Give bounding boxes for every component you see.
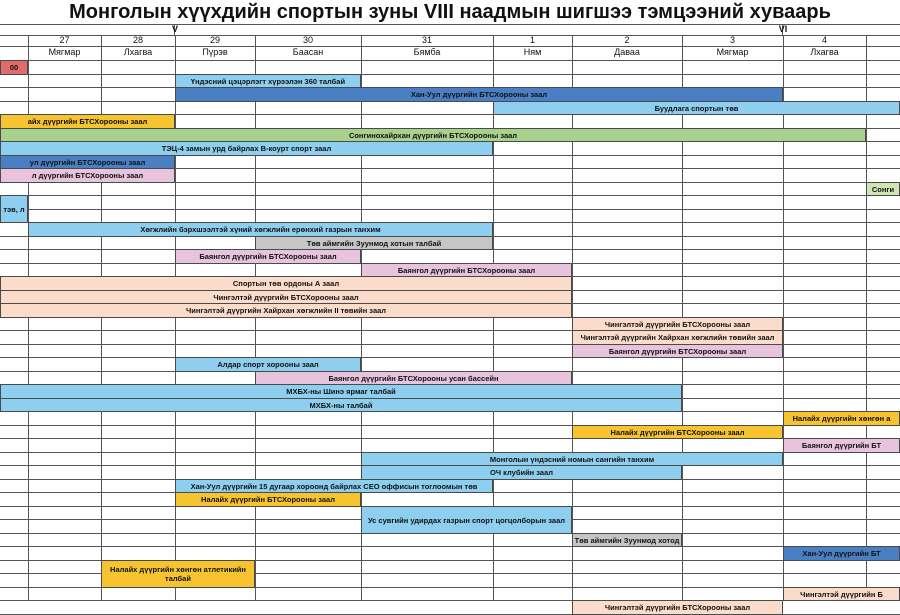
grid-line-row [0, 60, 900, 61]
schedule-bar[interactable]: Баянгол дүүргийн БТСХорооны заал [361, 263, 572, 277]
schedule-bar[interactable]: л дүүргийн БТСХорооны заал [0, 168, 175, 183]
day-number: 27 [59, 35, 70, 45]
schedule-bar[interactable]: Төв аймгийн Зуунмод хотын талбай [255, 236, 493, 250]
grid-line-row [0, 74, 900, 75]
day-number: 28 [132, 35, 143, 45]
schedule-bar[interactable]: Үндэсний цэцэрлэгт хүрээлэн 360 талбай [175, 74, 361, 88]
day-number: 31 [421, 35, 432, 45]
schedule-bar[interactable]: МХБХ-ны талбай [0, 398, 682, 412]
schedule-bar[interactable]: Спортын төв ордоны А заал [0, 276, 572, 291]
schedule-bar[interactable]: Баянгол дүүргийн БТ [783, 438, 900, 453]
schedule-bar[interactable]: Баянгол дүүргийн БТСХорооны заал [572, 344, 783, 358]
grid-line-row [0, 195, 900, 196]
day-name: Мягмар [48, 47, 81, 57]
grid-line-top [0, 24, 900, 25]
schedule-bar[interactable]: Чингэлтэй дүүргийн Б [783, 587, 900, 601]
schedule-bar[interactable]: Чингэлтэй дүүргийн Хайрхан хөгжлийн төвийн заал [572, 330, 783, 345]
schedule-bar[interactable]: Чингэлтэй дүүргийн БТСХорооны заал [572, 317, 783, 331]
schedule-bar[interactable]: ТЭЦ-4 замын урд байрлах В-коурт спорт заал [0, 141, 493, 156]
day-name: Пүрэв [202, 47, 228, 57]
grid-line-row [0, 209, 900, 210]
schedule-bar[interactable]: Баянгол дүүргийн БТСХорооны усан бассейн [255, 371, 572, 385]
day-number: 1 [529, 35, 535, 45]
day-number: 30 [302, 35, 313, 45]
day-number: 2 [624, 35, 630, 45]
schedule-bar[interactable]: Ус сувгийн удирдах газрын спорт цогцолборын заал [361, 506, 572, 534]
day-number: 3 [729, 35, 735, 45]
schedule-bar[interactable]: Алдар спорт хорооны заал [175, 357, 361, 372]
schedule-bar[interactable]: Налайх дүүргийн БТСХорооны заал [572, 425, 783, 439]
day-name: Лхагва [810, 47, 839, 57]
schedule-bar[interactable]: тэв, л [0, 195, 28, 223]
day-name: Бямба [413, 47, 441, 57]
schedule-bar[interactable]: Налайх дүүргийн БТСХорооны заал [175, 492, 361, 507]
day-name: Баасан [292, 47, 324, 57]
day-name: Мягмар [716, 47, 749, 57]
schedule-bar[interactable]: Баянгол дүүргийн БТСХорооны заал [175, 249, 361, 264]
schedule-bar[interactable]: ОЧ клубийн заал [361, 465, 682, 480]
page-title: Монголын хүүхдийн спортын зуны VIII наадмын шигшээ тэмцээний хуваарь [69, 1, 831, 23]
grid-line-row [0, 546, 900, 547]
schedule-bar[interactable]: Чингэлтэй дүүргийн Хайрхан хөгжлийн II төвийн заал [0, 303, 572, 318]
day-name: Лхагва [123, 47, 153, 57]
day-number: 4 [821, 35, 827, 45]
day-name: Ням [523, 47, 542, 57]
schedule-bar[interactable]: ул дүүргийн БТСХорооны заал [0, 155, 175, 169]
schedule-bar[interactable]: айх дүүргийн БТСХорооны заал [0, 114, 175, 129]
schedule-bar[interactable]: Налайх дүүргийн хөнгөн а [783, 411, 900, 426]
grid-line-column [783, 35, 784, 600]
day-number: 29 [209, 35, 220, 45]
schedule-bar[interactable]: Хөгжлийн бэрхшээлтэй хүний хөгжлийн ерөнхий газрын танхим [28, 222, 493, 237]
schedule-bar[interactable]: Налайх дүүргийн хөнгөн атлетикийн талбай [101, 560, 255, 588]
schedule-bar[interactable]: Хан-Уул дүүргийн БТ [783, 546, 900, 561]
month-label: VI [778, 24, 788, 34]
schedule-bar[interactable]: Чингэлтэй дүүргийн БТСХорооны заал [572, 600, 783, 615]
month-label: V [171, 24, 178, 34]
schedule-bar[interactable]: Хан-Уул дүүргийн 15 дугаар хороонд байрлах CEO оффисын тоглоомын төв [175, 479, 493, 493]
schedule-bar[interactable]: Сонгинохайрхан дүүргийн БТСХорооны заал [0, 128, 866, 142]
schedule-bar[interactable]: Төв аймгийн Зуунмод хотод [572, 533, 682, 547]
schedule-bar[interactable]: Хан-Уул дүүргийн БТСХорооны заал [175, 87, 783, 102]
grid-line-column [866, 35, 867, 600]
schedule-bar[interactable]: Чингэлтэй дүүргийн БТСХорооны заал [0, 290, 572, 304]
schedule-bar[interactable]: 00 [0, 60, 28, 75]
schedule-bar[interactable]: МХБХ-ны Шинэ ярмаг талбай [0, 384, 682, 399]
schedule-bar[interactable]: Монголын үндэсний номын сангийн танхим [361, 452, 783, 466]
day-name: Даваа [614, 47, 640, 57]
schedule-bar[interactable]: Сонги [866, 182, 900, 196]
schedule-bar[interactable]: Буудлага спортын төв [493, 101, 900, 115]
